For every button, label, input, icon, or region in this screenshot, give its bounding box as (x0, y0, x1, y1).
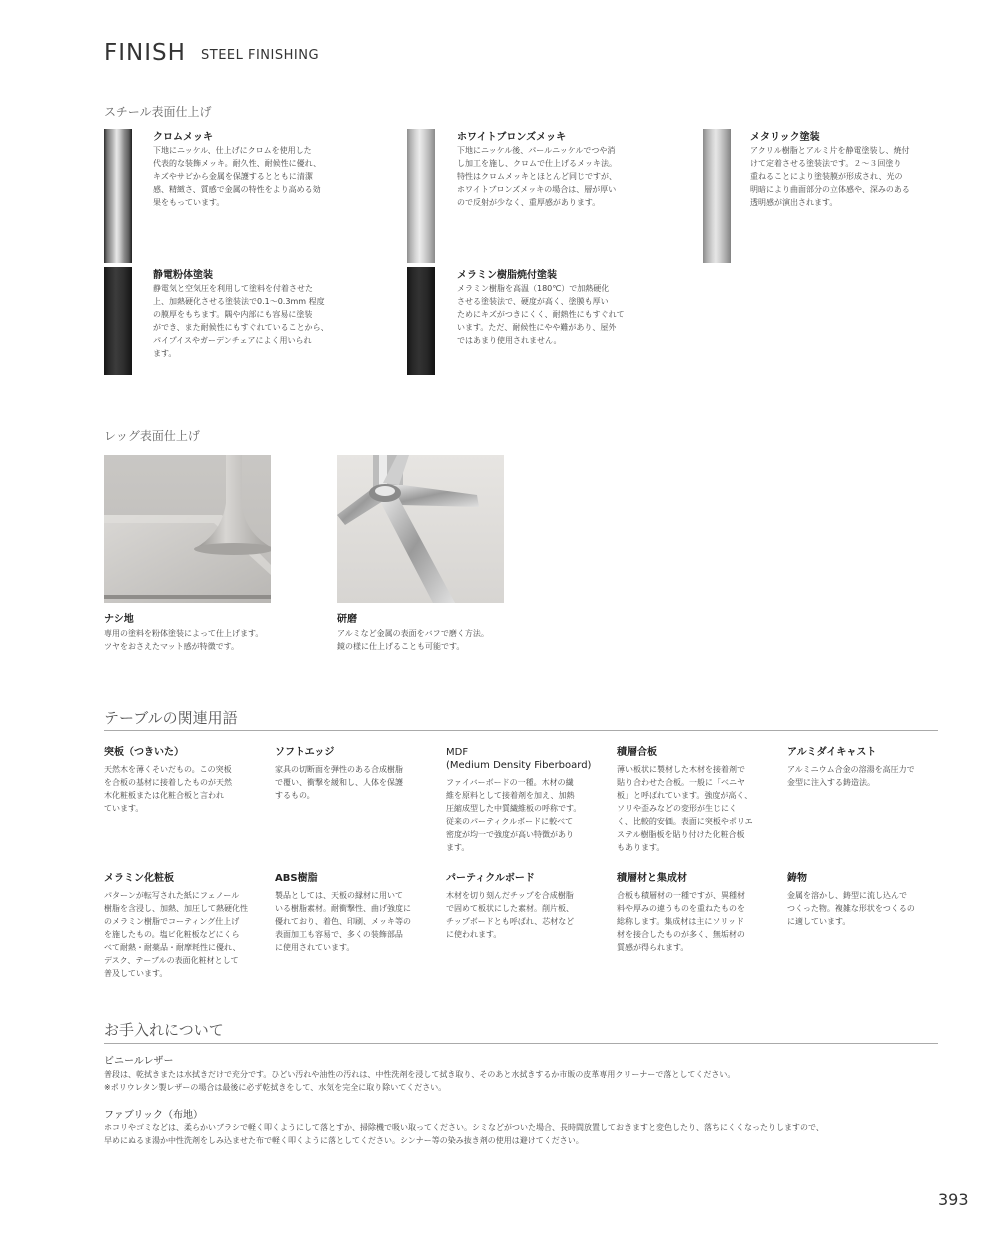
powder-coating-swatch (104, 267, 132, 375)
glossary-term (617, 746, 777, 854)
glossary-term-title: 突板（つきいた） (104, 747, 184, 758)
glossary-term (787, 746, 947, 789)
glossary-term-desc: 製品としては、天板の縁材に用いて いる樹脂素材。耐衝撃性、曲げ強度に 優れており、着色、印刷、メッキ等の 表面加工も容易で、多くの装飾部品 に使用されています。 (275, 891, 411, 952)
glossary-term-desc: 天然木を薄くそいだもの。この突板 を合板の基材に接着したものが天然 木化粧板または化粧合板と言われ ています。 (104, 765, 232, 813)
white-bronze-plating-swatch (407, 129, 435, 263)
matte-leg-illustration (104, 455, 271, 603)
steel-item-title: メラミン樹脂焼付塗装 (457, 270, 557, 281)
page-number: 393 (938, 1190, 969, 1209)
glossary-divider (104, 730, 938, 731)
care-divider (104, 1043, 938, 1044)
steel-item-title: クロムメッキ (153, 132, 213, 143)
glossary-term-desc: 薄い板状に製材した木材を接着剤で 貼り合わせた合板。一般に「ベニヤ 板」と呼ばれています。強度が高く、 ソリや歪みなどの変形が生じにく く、比較的安価。表面に突板やポリエ ステル樹脂板を貼り付けた化粧合板 もあります。 (617, 765, 753, 852)
care-item-title: ビニールレザー (104, 1056, 174, 1067)
glossary-term (104, 872, 264, 980)
steel-item-desc: 下地にニッケル、仕上げにクロムを使用した 代表的な装飾メッキ。耐久性、耐候性に優れ、 キズやサビから金属を保護するとともに清潔 感、精緻さ、質感で金属の特性をより高める効 果をもっています。 (153, 146, 322, 207)
glossary-term-title: ソフトエッジ (275, 747, 335, 758)
care-item-title: ファブリック（布地） (104, 1110, 203, 1121)
glossary-term-title: ABS樹脂 (275, 873, 318, 884)
steel-item-desc: メラミン樹脂を高温（180℃）で加熱硬化 させる塗装法で、硬度が高く、塗膜も厚い ためにキズがつきにくく、耐熱性にもすぐれて います。ただ、耐候性にやや難があり、屋外 ではあまり使用されません。 (457, 284, 625, 345)
leg-item-title: ナシ地 (104, 614, 134, 625)
steel-item-title: メタリック塗装 (750, 132, 820, 143)
leg-item-desc: 専用の塗料を粉体塗装によって仕上げます。 ツヤをおさえたマット感が特徴です。 (104, 629, 264, 651)
steel-item-title: 静電粉体塗装 (153, 270, 213, 281)
leg-item-title: 研磨 (337, 614, 357, 625)
glossary-term-title: アルミダイキャスト (787, 747, 877, 758)
leg-section-label: レッグ表面仕上げ (104, 429, 200, 443)
glossary-term-desc: 木材を切り刻んだチップを合成樹脂 で固めて板状にした素材。削片板、 チップボードとも呼ばれ、芯材など に使われます。 (446, 891, 575, 939)
glossary-term-title: 積層合板 (617, 747, 657, 758)
glossary-term (787, 872, 947, 928)
polished-leg-photo (337, 455, 504, 603)
glossary-term-desc: ファイバーボードの一種。木材の繊 維を原料として接着剤を加え、加熱 圧縮成型した中質繊維板の呼称です。 従来のパーティクルボードに較べて 密度が均一で強度が高い特徴があり ます。 (446, 778, 582, 852)
chrome-plating-swatch (104, 129, 132, 263)
glossary-term-title: MDF (Medium Density Fiberboard) (446, 747, 592, 771)
glossary-term-desc: 家具の切断面を弾性のある合成樹脂 で覆い、衝撃を緩和し、人体を保護 するもの。 (275, 765, 403, 800)
glossary-heading: テーブルの関連用語 (104, 709, 238, 727)
glossary-term-desc: パターンが転写された紙にフェノール 樹脂を含浸し、加熱、加圧して熱硬化性 のメラミン樹脂でコーティング仕上げ を施したもの。塩ビ化粧板などにくら べて耐熱・耐薬品・耐摩耗性に優れ、 デスク、テーブルの表面化粧材として 普及しています。 (104, 891, 248, 978)
glossary-term-desc: アルミニウム合金の溶湯を高圧力で 金型に注入する鋳造法。 (787, 765, 915, 787)
matte-leg-photo (104, 455, 271, 603)
metallic-coating-swatch (703, 129, 731, 263)
leg-item-desc: アルミなど金属の表面をバフで磨く方法。 鏡の様に仕上げることも可能です。 (337, 629, 489, 651)
care-item-desc: 普段は、乾拭きまたは水拭きだけで充分です。ひどい汚れや油性の汚れは、中性洗剤を浸して拭き取り、そのあと水拭きするか市販の皮革専用クリーナーで落としてください。 ※ポリウレタン製レザーの場合は最後に必ず乾拭きをして、水気を完全に取り除いてください。 (104, 1070, 736, 1092)
steel-item-desc: 静電気と空気圧を利用して塗料を付着させた 上、加熱硬化させる塗装法で0.1～0.3mm 程度 の膜厚をもちます。隅や内部にも容易に塗装 ができ、また耐候性にもすぐれていることから、 パイプイスやガーデンチェアによく用いられ ます。 (153, 284, 329, 358)
glossary-term (275, 746, 435, 802)
glossary-term (446, 746, 606, 854)
glossary-term-title: 積層材と集成材 (617, 873, 687, 884)
care-item-desc: ホコリやゴミなどは、柔らかいブラシで軽く叩くようにして落とすか、掃除機で吸い取ってください。シミなどがついた場合、長時間放置しておきますと変色したり、落ちにくくなったりしますので、 早めにぬるま湯か中性洗剤をしみ込ませた布で軽く叩くように落としてください。シンナー等の染み抜き剤の使用は避けてください。 (104, 1123, 824, 1145)
polished-leg-illustration (337, 455, 504, 603)
glossary-term-desc: 金属を溶かし、鋳型に流し込んで つくった物。複雑な形状をつくるの に適しています。 (787, 891, 915, 926)
glossary-term (275, 872, 435, 954)
melamine-coating-swatch (407, 267, 435, 375)
glossary-term-title: 鋳物 (787, 873, 807, 884)
glossary-term (104, 746, 264, 815)
steel-item-title: ホワイトブロンズメッキ (457, 132, 567, 143)
glossary-term (617, 872, 777, 954)
steel-section-label: スチール表面仕上げ (104, 105, 212, 119)
page-title: FINISH (104, 40, 186, 66)
page-subtitle: STEEL FINISHING (201, 48, 320, 63)
glossary-term-title: メラミン化粧板 (104, 873, 174, 884)
glossary-term-title: パーティクルボード (446, 873, 535, 884)
care-heading: お手入れについて (104, 1021, 224, 1039)
glossary-term (446, 872, 606, 941)
steel-item-desc: アクリル樹脂とアルミ片を静電塗装し、焼付 けて定着させる塗装法です。２～３回塗り 重ねることにより塗装膜が形成され、光の 明暗により曲面部分の立体感や、深みのある 透明感が演出されます。 (750, 146, 910, 207)
steel-item-desc: 下地にニッケル後、パールニッケルでつや消 し加工を施し、クロムで仕上げるメッキ法。 特性はクロムメッキとほとんど同じですが、 ホワイトブロンズメッキの場合は、層が厚い ので反射が少なく、重厚感があります。 (457, 146, 617, 207)
glossary-term-desc: 合板も積層材の一種ですが、異種材 料や厚みの違うものを重ねたものを 総称します。集成材は主にソリッド 材を接合したものが多く、無垢材の 質感が得られます。 (617, 891, 745, 952)
